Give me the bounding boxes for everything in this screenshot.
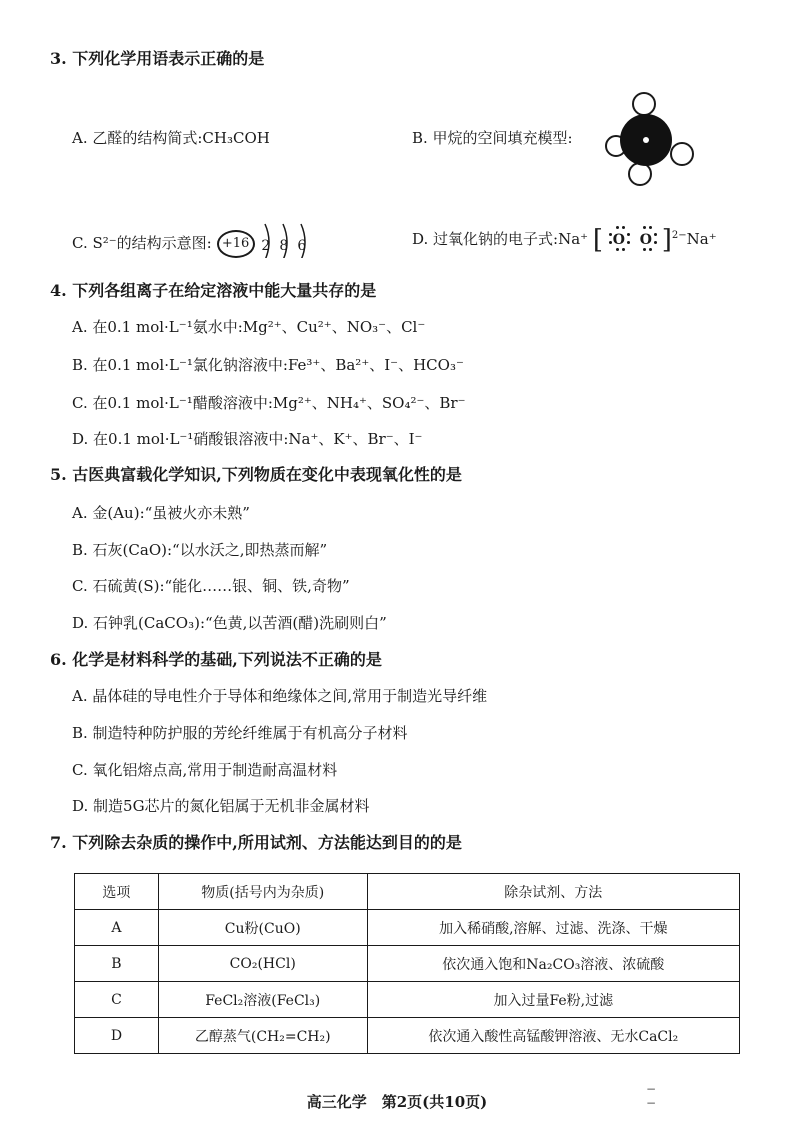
cell-method: 加入过量Fe粉,过滤 [367,982,739,1018]
q6-option-c: C. 氧化铝熔点高,常用于制造耐高温材料 [72,761,338,779]
question-4-stem: 4. 下列各组离子在给定溶液中能大量共存的是 [50,281,377,300]
cell-substance: CO₂(HCl) [158,946,367,982]
q3-option-b: B. 甲烷的空间填充模型: [412,129,573,147]
table-row [75,910,740,946]
q4-option-a: A. 在0.1 mol·L⁻¹氨水中:Mg²⁺、Cu²⁺、NO₃⁻、Cl⁻ [72,318,426,336]
header-method: 除杂试剂、方法 [367,874,739,910]
shell-2-count: 8 [279,238,289,254]
q4-option-b: B. 在0.1 mol·L⁻¹氯化钠溶液中:Fe³⁺、Ba²⁺、I⁻、HCO₃⁻ [72,356,464,374]
table-header-row [75,874,740,910]
peroxide-charge: 2− [671,230,687,241]
cell-method: 依次通入饱和Na₂CO₃溶液、浓硫酸 [367,946,739,982]
question-6-stem: 6. 化学是材料科学的基础,下列说法不正确的是 [50,650,382,669]
cell-option: B [75,946,159,982]
q4-option-c: C. 在0.1 mol·L⁻¹醋酸溶液中:Mg²⁺、NH₄⁺、SO₄²⁻、Br⁻ [72,394,466,412]
cell-method: 加入稀硝酸,溶解、过滤、洗涤、干燥 [367,910,739,946]
q3-option-c [72,226,319,262]
cell-substance: 乙醇蒸气(CH₂=CH₂) [158,1018,367,1054]
cell-option: C [75,982,159,1018]
cell-option: A [75,910,159,946]
question-5-stem: 5. 古医典富载化学知识,下列物质在变化中表现氧化性的是 [50,465,462,484]
cell-substance: FeCl₂溶液(FeCl₃) [158,982,367,1018]
table-row [75,982,740,1018]
q5-option-a: A. 金(Au):“虽被火亦未熟” [72,504,250,522]
oxygen-atom-2 [635,230,657,250]
methane-space-filling-model-icon [600,90,710,190]
table-row [75,1018,740,1054]
oxygen-atom-1 [608,230,630,250]
table-row [75,946,740,982]
shell-3-count: 6 [297,238,307,254]
left-bracket: [ [592,225,604,255]
question-7-stem: 7. 下列除去杂质的操作中,所用试剂、方法能达到目的的是 [50,833,462,852]
q6-option-a: A. 晶体硅的导电性介于导体和绝缘体之间,常用于制造光导纤维 [72,687,488,705]
q5-option-c: C. 石硫黄(S):“能化……银、铜、铁,奇物” [72,577,350,595]
q4-option-d: D. 在0.1 mol·L⁻¹硝酸银溶液中:Na⁺、K⁺、Br⁻、I⁻ [72,430,423,448]
cell-method: 依次通入酸性高锰酸钾溶液、无水CaCl₂ [367,1018,739,1054]
q5-option-d: D. 石钟乳(CaCO₃):“色黄,以苦酒(醋)洗刷则白” [72,614,387,632]
right-bracket: ] [661,225,672,255]
page-footer: 高三化学 第2页(共10页) [306,1093,488,1111]
q3-option-d-label: D. 过氧化钠的电子式:Na⁺ [412,230,589,248]
scan-mark-icon: − − [646,1082,657,1110]
q5-option-b: B. 石灰(CaO):“以水沃之,即热蒸而解” [72,541,328,559]
sulfur-nucleus: +16 [217,230,255,258]
oxygen-symbol-2: O [639,232,652,248]
q3-option-c-label: C. S²⁻的结构示意图: [72,234,212,252]
cell-substance: Cu粉(CuO) [158,910,367,946]
q6-option-d: D. 制造5G芯片的氮化铝属于无机非金属材料 [72,797,370,815]
q3-option-d [412,225,717,255]
header-option: 选项 [75,874,159,910]
q6-option-b: B. 制造特种防护服的芳纶纤维属于有机高分子材料 [72,724,408,742]
shell-1-count: 2 [261,238,271,254]
cell-option: D [75,1018,159,1054]
question-3-stem: 3. 下列化学用语表示正确的是 [50,49,265,68]
q3-option-d-tail: Na⁺ [686,230,717,248]
header-substance: 物质(括号内为杂质) [158,874,367,910]
oxygen-symbol-1: O [612,232,625,248]
electron-shells [259,226,319,262]
q7-table [74,873,740,1054]
q3-option-a: A. 乙醛的结构简式:CH₃COH [72,129,270,147]
